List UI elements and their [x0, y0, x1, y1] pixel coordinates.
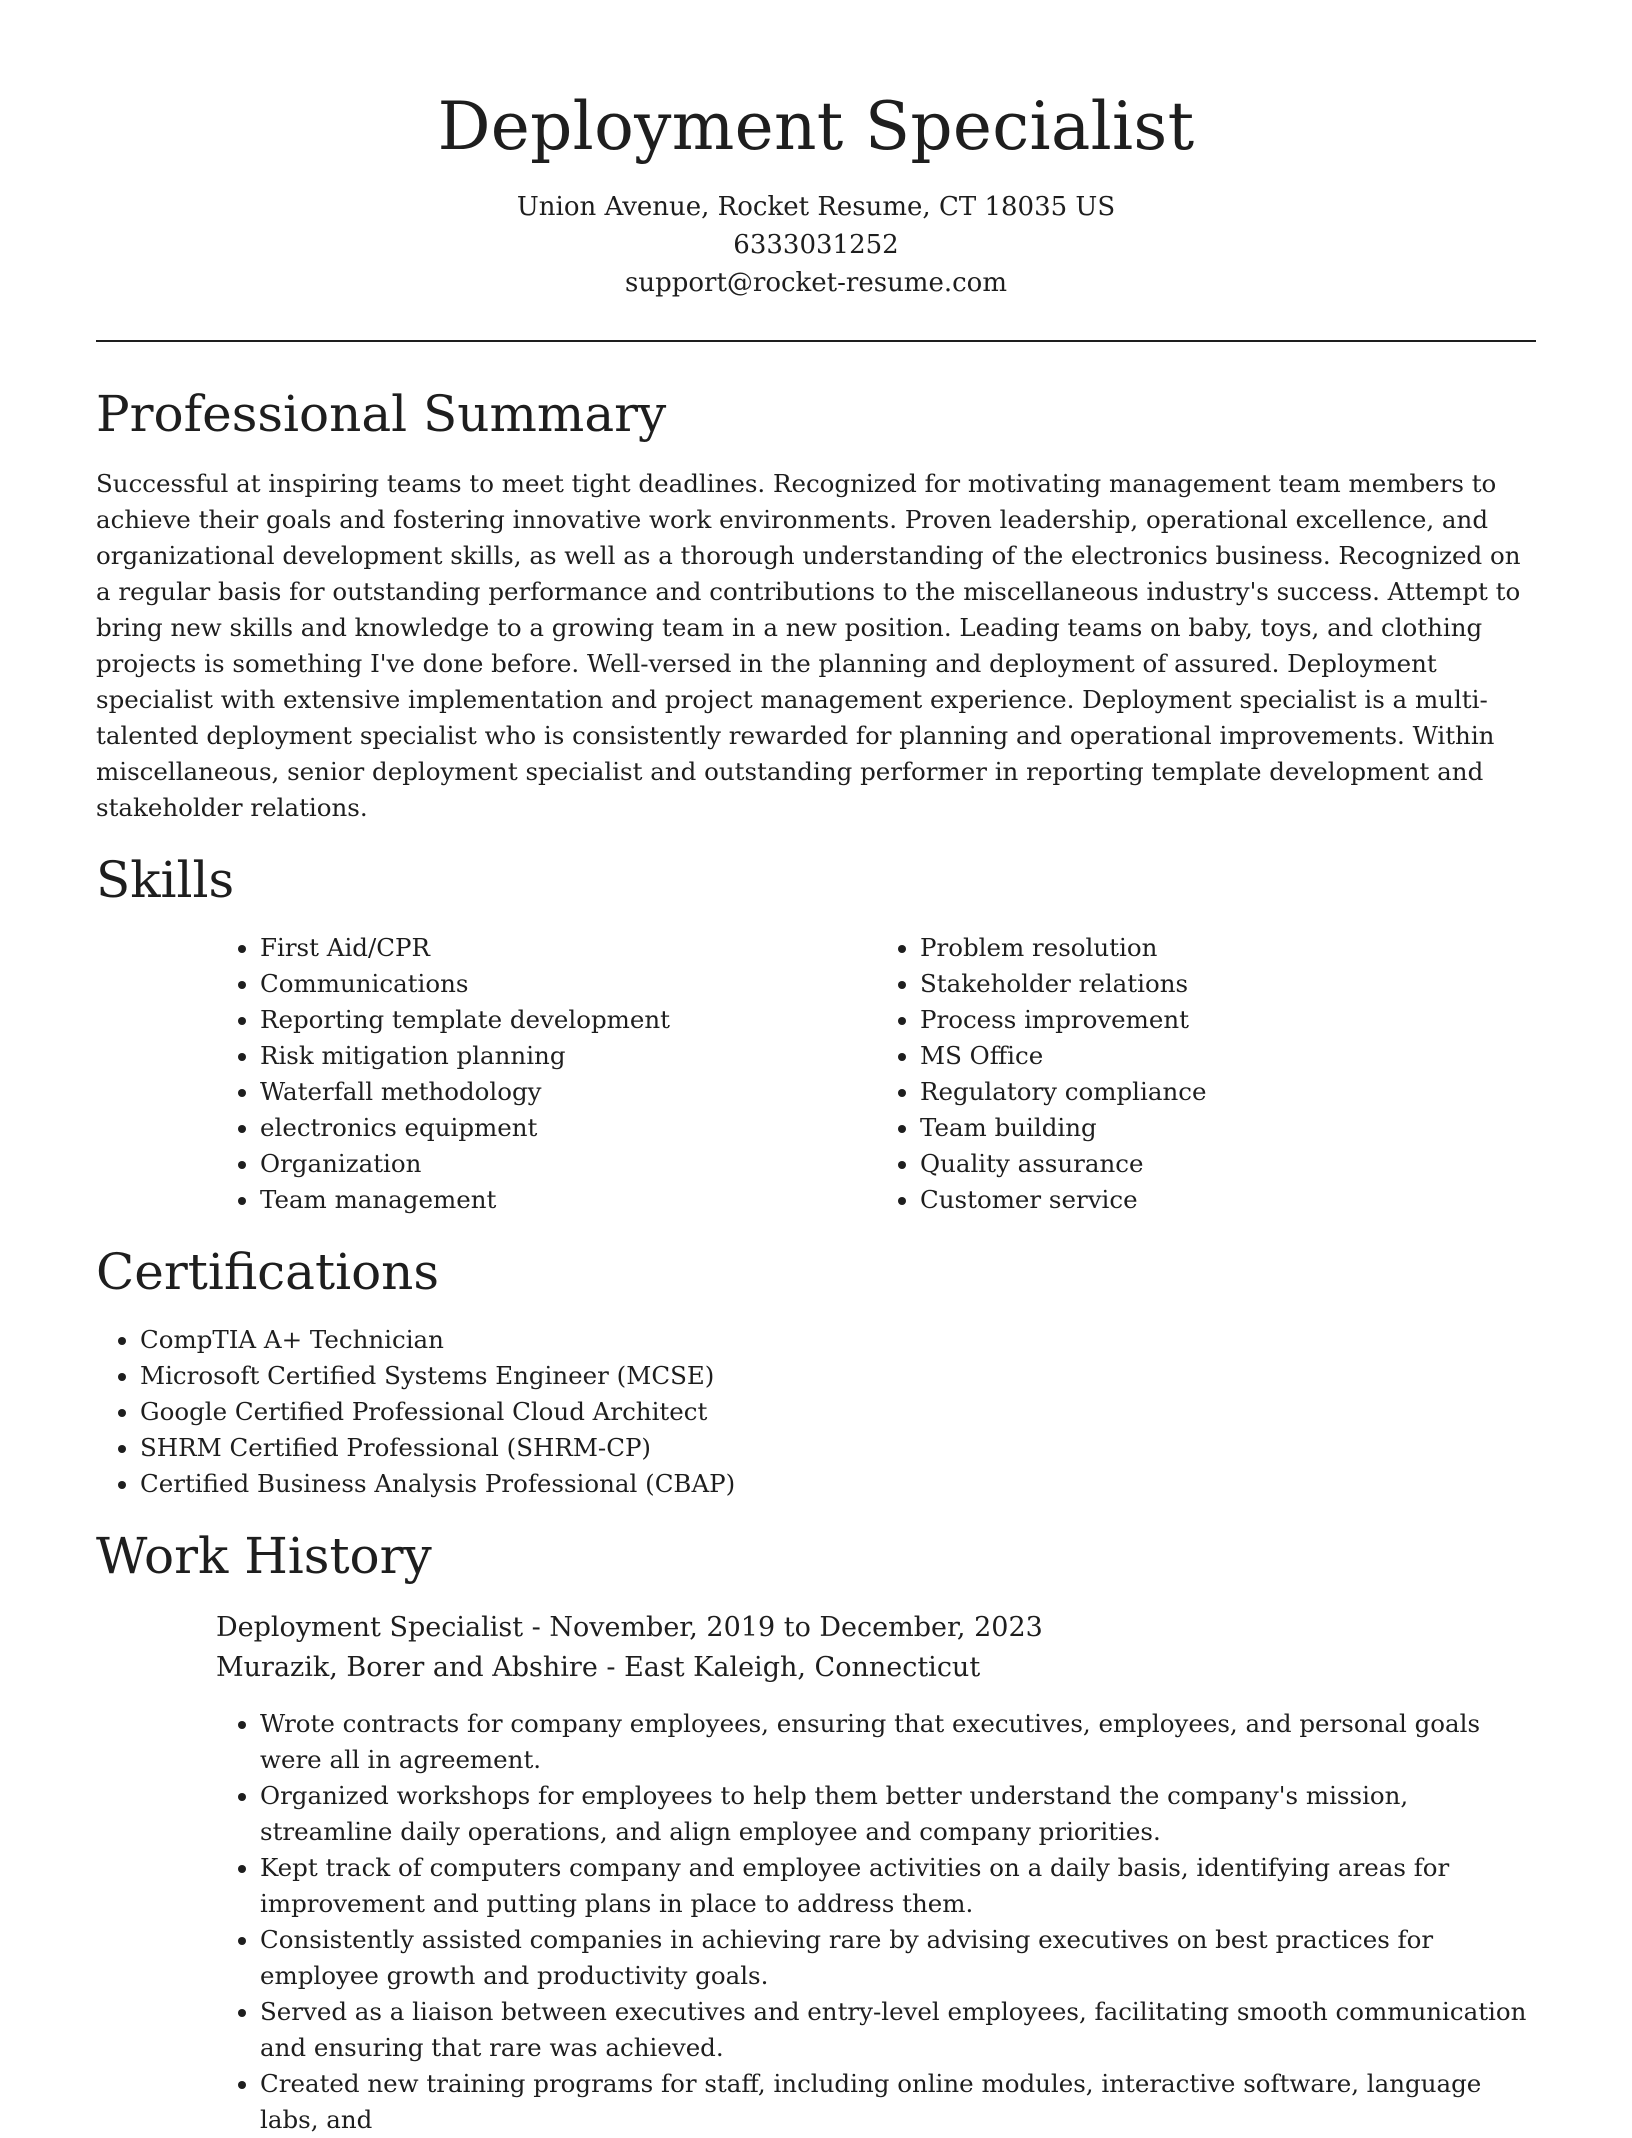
contact-info	[96, 188, 1536, 302]
skill-item: • Quality assurance	[920, 1146, 1536, 1182]
job-duty-item: • Kept track of computers company and employee activities on a daily basis, identifying areas for improvement and putting plans in place to address them.	[260, 1850, 1536, 1922]
skills-list-left	[216, 930, 876, 1218]
work-history-title: Work History	[96, 1527, 432, 1585]
skill-item: • First Aid/CPR	[260, 930, 876, 966]
skill-item: • Stakeholder relations	[920, 966, 1536, 1002]
skill-item: • Customer service	[920, 1182, 1536, 1218]
skill-item: • Risk mitigation planning	[260, 1038, 876, 1074]
skill-item: • Reporting template development	[260, 1002, 876, 1038]
resume-header	[96, 0, 1536, 342]
job-duties-list	[216, 1706, 1536, 2138]
skill-item: • Team management	[260, 1182, 876, 1218]
skill-item: • Problem resolution	[920, 930, 1536, 966]
skill-item: • Process improvement	[920, 1002, 1536, 1038]
summary-section	[96, 382, 1536, 826]
skills-section	[96, 848, 1536, 1218]
certifications-section	[96, 1240, 1536, 1502]
skill-item: • MS Office	[920, 1038, 1536, 1074]
summary-title: Professional Summary	[96, 385, 667, 443]
job-duty-item: • Organized workshops for employees to help them better understand the company's mission, streamline daily operations, and align employee and company priorities.	[260, 1778, 1536, 1850]
certifications-title: Certifications	[96, 1243, 440, 1301]
certification-item: • Certified Business Analysis Professional (CBAP)	[140, 1466, 1536, 1502]
skill-item: • Waterfall methodology	[260, 1074, 876, 1110]
job-duty-item: • Served as a liaison between executives and entry-level employees, facilitating smooth communication and ensuring that rare was achieved.	[260, 1994, 1536, 2066]
certifications-list	[96, 1322, 1536, 1502]
phone-text: 6333031252	[733, 230, 899, 260]
skills-title: Skills	[96, 851, 235, 909]
job-role: Deployment Specialist	[216, 1612, 524, 1643]
skill-item: • Organization	[260, 1146, 876, 1182]
job-title-line	[216, 1608, 1536, 1648]
candidate-name: Deployment Specialist	[437, 88, 1195, 165]
job-company-line	[216, 1648, 1536, 1688]
job-company: Murazik, Borer and Abshire	[216, 1652, 598, 1683]
job-location: - East Kaleigh, Connecticut	[597, 1652, 981, 1683]
job-duty-item: • Consistently assisted companies in achieving rare by advising executives on best practices for employee growth and productivity goals.	[260, 1922, 1536, 1994]
work-history-section	[96, 1524, 1536, 2138]
resume-page	[96, 0, 1536, 2138]
skills-grid	[216, 930, 1536, 1218]
certification-item: • SHRM Certified Professional (SHRM-CP)	[140, 1430, 1536, 1466]
certification-item: • CompTIA A+ Technician	[140, 1322, 1536, 1358]
summary-text: Successful at inspiring teams to meet tight deadlines. Recognized for motivating management team members to achieve their goals and fostering innovative work environments. Proven leadership, operational excellence, and organizational development skills, as well as a thorough understanding of the electronics business. Recognized on a regular basis for outstanding performance and contributions to the miscellaneous industry's success. Attempt to bring new skills and knowledge to a growing team in a new position. Leading teams on baby, toys, and clothing projects is something I've done before. Well-versed in the planning and deployment of assured. Deployment specialist with extensive implementation and project management experience. Deployment specialist is a multi-talented deployment specialist who is consistently rewarded for planning and operational improvements. Within miscellaneous, senior deployment specialist and outstanding performer in reporting template development and stakeholder relations.	[96, 469, 1521, 822]
job-dates: - November, 2019 to December, 2023	[523, 1612, 1043, 1643]
certification-item: • Microsoft Certified Systems Engineer (MCSE)	[140, 1358, 1536, 1394]
header-divider	[96, 340, 1536, 342]
job-entry	[216, 1608, 1536, 2138]
job-duty-item: • Created new training programs for staff, including online modules, interactive software, language labs, and	[260, 2066, 1536, 2138]
email-text: support@rocket-resume.com	[624, 268, 1007, 298]
certification-item: • Google Certified Professional Cloud Architect	[140, 1394, 1536, 1430]
skills-list-right	[876, 930, 1536, 1218]
skill-item: • electronics equipment	[260, 1110, 876, 1146]
skill-item: • Communications	[260, 966, 876, 1002]
skill-item: • Regulatory compliance	[920, 1074, 1536, 1110]
job-duty-item: • Wrote contracts for company employees, ensuring that executives, employees, and personal goals were all in agreement.	[260, 1706, 1536, 1778]
address-text: Union Avenue, Rocket Resume, CT 18035 US	[516, 192, 1116, 222]
skill-item: • Team building	[920, 1110, 1536, 1146]
